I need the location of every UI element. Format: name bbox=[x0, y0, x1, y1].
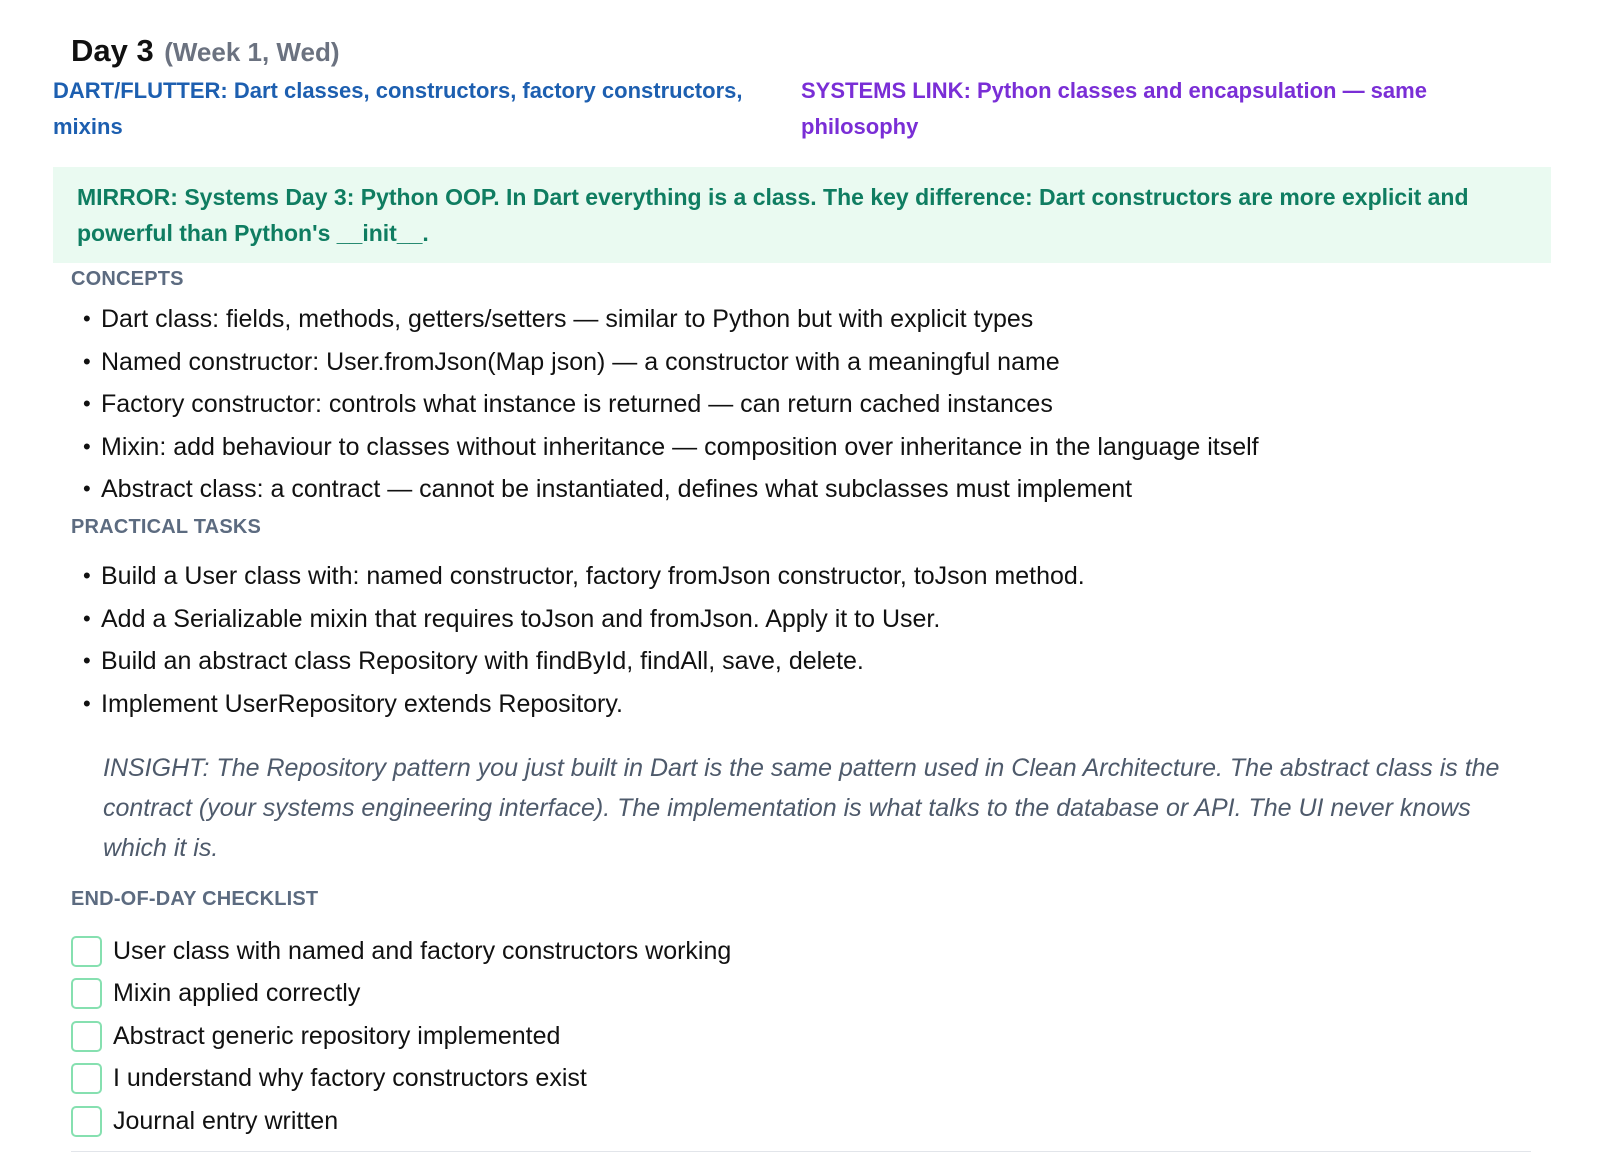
checklist-item[interactable] bbox=[71, 930, 731, 973]
checkbox[interactable] bbox=[71, 978, 102, 1009]
concept-item: • Named constructor: User.fromJson(Map json) — a constructor with a meaningful name bbox=[83, 341, 1259, 384]
tasks-list bbox=[83, 555, 1085, 725]
checkbox[interactable] bbox=[71, 1106, 102, 1137]
checkbox[interactable] bbox=[71, 1021, 102, 1052]
concept-item: • Mixin: add behaviour to classes without inheritance — composition over inheritance in the language itself bbox=[83, 426, 1259, 469]
checklist-item-label: Journal entry written bbox=[113, 1106, 339, 1135]
bullet-icon: • bbox=[83, 348, 91, 374]
checkbox[interactable] bbox=[71, 936, 102, 967]
bullet-icon: • bbox=[83, 433, 91, 459]
checkbox[interactable] bbox=[71, 1063, 102, 1094]
end-of-day-checklist bbox=[71, 930, 731, 1143]
mirror-callout bbox=[53, 167, 1551, 263]
task-item: • Implement UserRepository extends Repository. bbox=[83, 683, 1085, 726]
mirror-text: MIRROR: Systems Day 3: Python OOP. In Dart everything is a class. The key difference: Dart constructors are more explicit and powerful than Python's __init__. bbox=[77, 184, 1469, 246]
systems-link-track: SYSTEMS LINK: Python classes and encapsulation — same philosophy bbox=[801, 78, 1427, 139]
checklist-item-label: Abstract generic repository implemented bbox=[113, 1021, 561, 1050]
checklist-item[interactable] bbox=[71, 1100, 731, 1143]
concept-item: • Factory constructor: controls what instance is returned — can return cached instances bbox=[83, 383, 1259, 426]
task-item: • Build an abstract class Repository with findById, findAll, save, delete. bbox=[83, 640, 1085, 683]
bullet-icon: • bbox=[83, 306, 91, 331]
day-title: Day 3 bbox=[71, 33, 154, 68]
bullet-icon: • bbox=[83, 648, 91, 673]
day-subtitle: (Week 1, Wed) bbox=[164, 37, 340, 67]
task-item: • Build a User class with: named constructor, factory fromJson constructor, toJson method. bbox=[83, 555, 1085, 598]
day-header bbox=[71, 33, 340, 69]
checklist-heading: END-OF-DAY CHECKLIST bbox=[71, 888, 319, 910]
bullet-icon: • bbox=[83, 690, 91, 716]
section-divider bbox=[71, 1151, 1531, 1152]
bullet-icon: • bbox=[83, 563, 91, 588]
concepts-list bbox=[83, 298, 1259, 511]
bullet-icon: • bbox=[83, 605, 91, 631]
checklist-item[interactable] bbox=[71, 1058, 731, 1101]
bullet-icon: • bbox=[83, 391, 91, 416]
task-item: • Add a Serializable mixin that requires toJson and fromJson. Apply it to User. bbox=[83, 598, 1085, 641]
concepts-heading: CONCEPTS bbox=[71, 268, 184, 290]
bullet-icon: • bbox=[83, 476, 91, 501]
checklist-item-label: I understand why factory constructors exist bbox=[113, 1064, 587, 1093]
concept-item: • Dart class: fields, methods, getters/setters — similar to Python but with explicit types bbox=[83, 298, 1259, 341]
checklist-item-label: Mixin applied correctly bbox=[113, 979, 361, 1008]
concept-item: • Abstract class: a contract — cannot be instantiated, defines what subclasses must implement bbox=[83, 468, 1259, 511]
dart-flutter-track: DART/FLUTTER: Dart classes, constructors, factory constructors, mixins bbox=[53, 78, 743, 139]
checklist-item[interactable] bbox=[71, 1015, 731, 1058]
insight-note: INSIGHT: The Repository pattern you just built in Dart is the same pattern used in Clean Architecture. The abstract class is the contract (your systems engineering interface). The implementation is what talks to the database or API. The UI never knows which it is. bbox=[103, 754, 1500, 862]
checklist-item[interactable] bbox=[71, 973, 731, 1016]
practical-tasks-heading: PRACTICAL TASKS bbox=[71, 516, 262, 538]
checklist-item-label: User class with named and factory constructors working bbox=[113, 936, 732, 965]
